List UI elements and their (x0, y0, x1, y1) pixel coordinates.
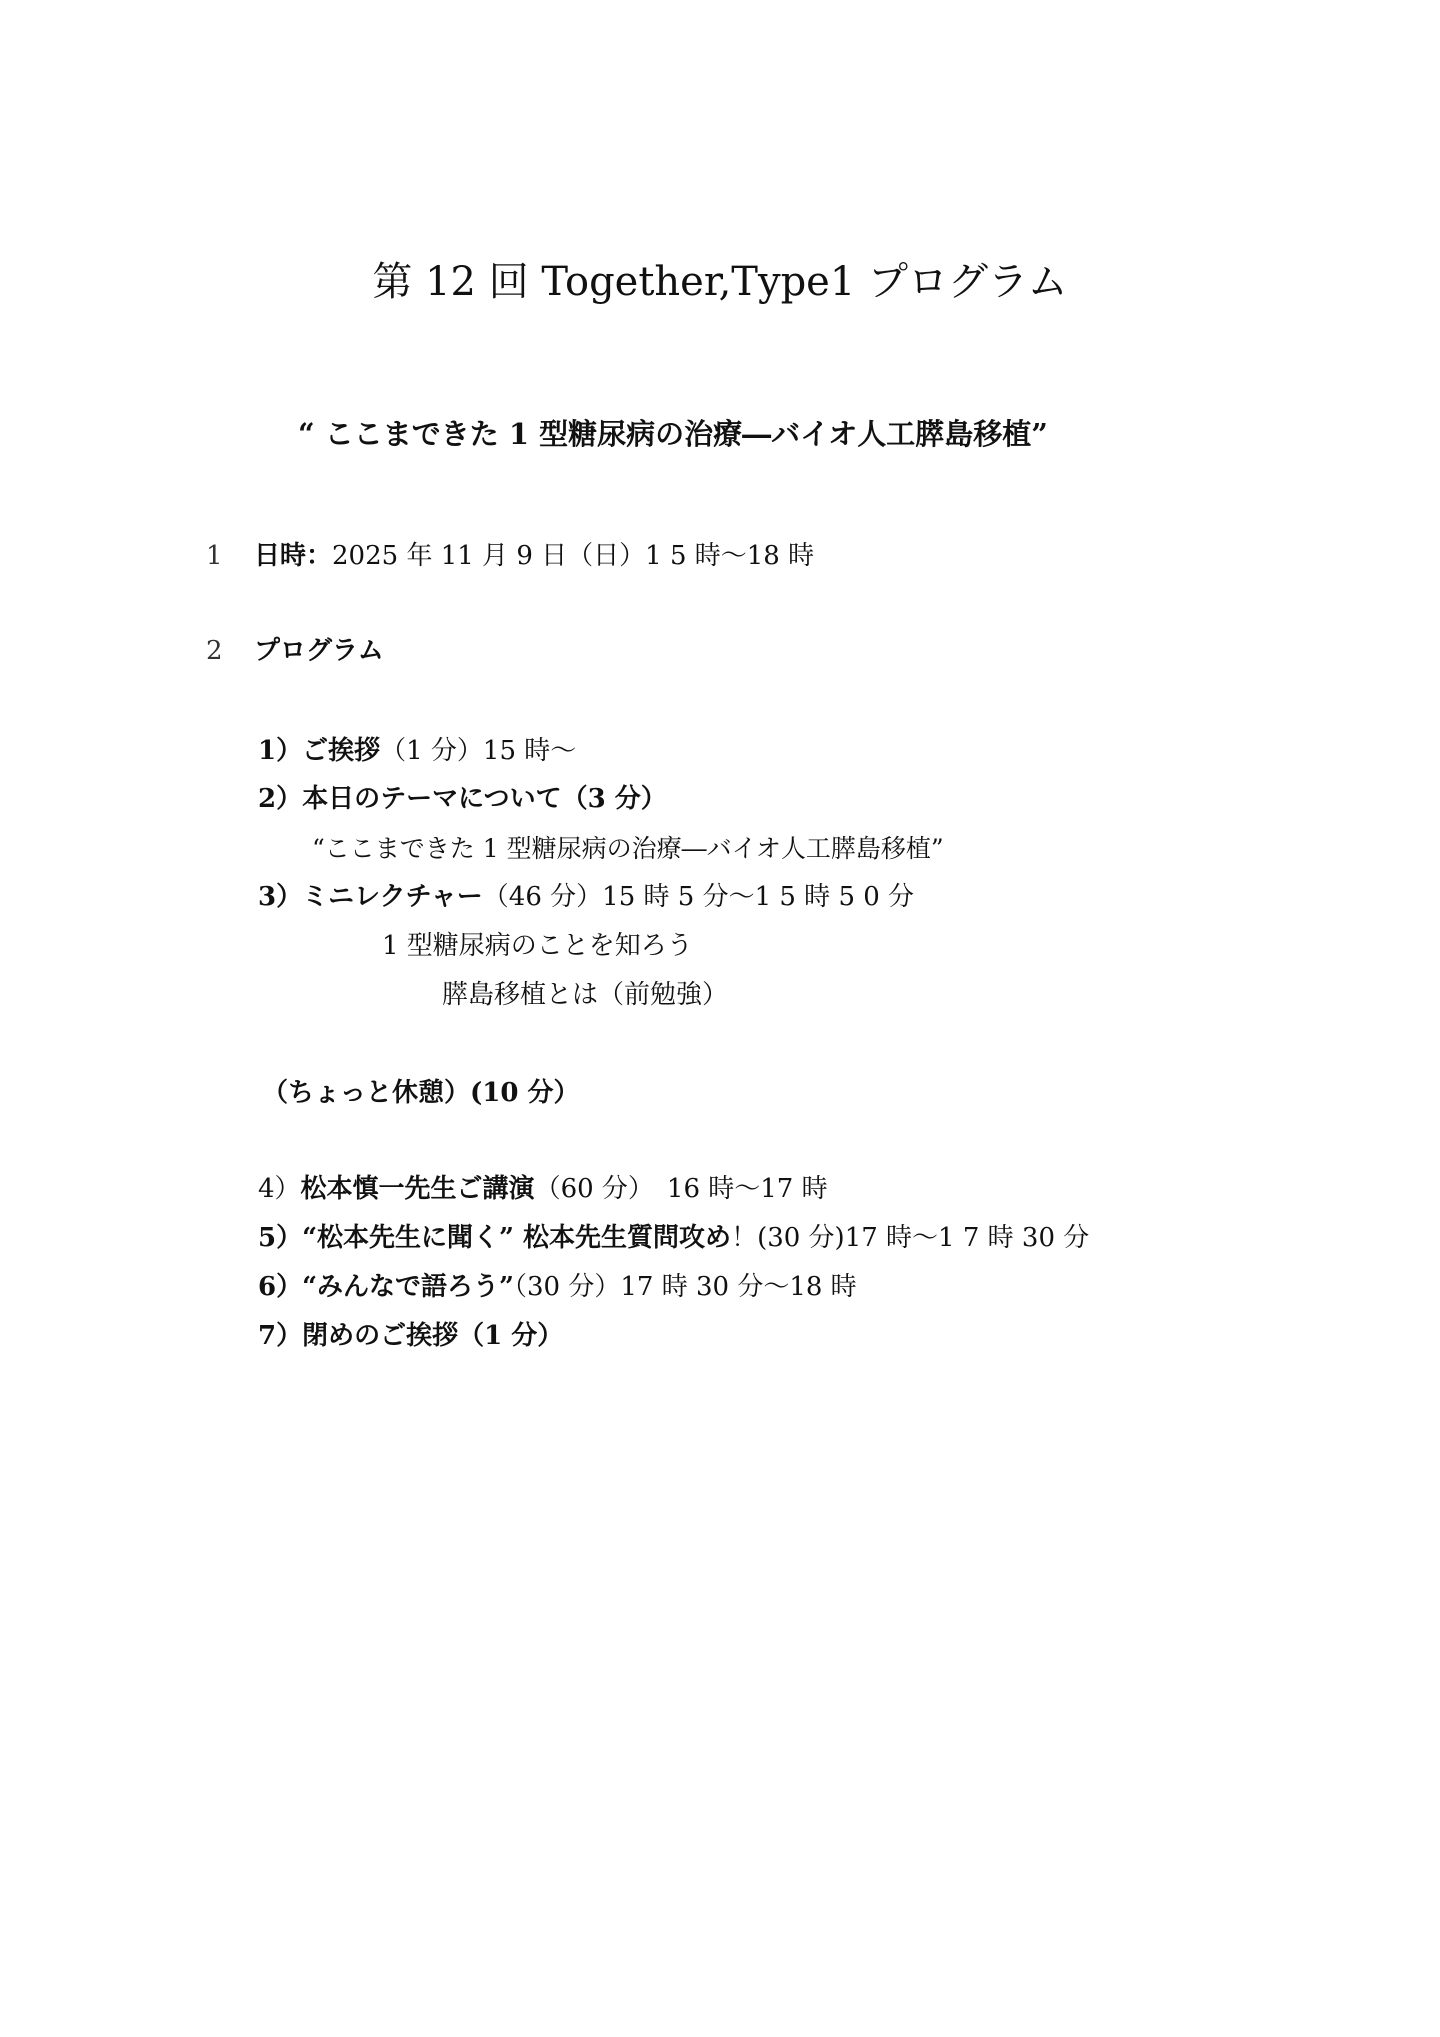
item-title: 閉めのご挨拶（1 分） (302, 1321, 564, 1351)
program-item-3-topic-1: 1 型糖尿病のことを知ろう (382, 931, 693, 961)
item-number: 3） (258, 882, 303, 912)
item-number: 5） (258, 1223, 303, 1253)
item-title: “松本先生に聞く” 松本先生質問攻め (302, 1223, 732, 1253)
item-detail: （46 分）15 時 5 分～1 5 時 5 0 分 (482, 882, 915, 912)
section-1-datetime (254, 543, 814, 569)
item-title: 松本慎一先生ご講演 (300, 1174, 535, 1204)
item-detail: （30 分）17 時 30 分～18 時 (514, 1272, 857, 1302)
program-item-4 (258, 1176, 828, 1202)
section-1-label: 日時： (254, 541, 333, 571)
item-title: ご挨拶 (302, 736, 381, 766)
program-item-7 (258, 1323, 563, 1349)
item-title: “みんなで語ろう” (302, 1272, 515, 1302)
program-item-2 (258, 786, 667, 812)
item-detail: ！(30 分)17 時～1 7 時 30 分 (731, 1223, 1090, 1253)
break-line: （ちょっと休憩）(10 分） (262, 1078, 580, 1108)
section-1-text: 2025 年 11 月 9 日（日）1 5 時～18 時 (332, 541, 815, 571)
item-number: 2） (258, 784, 303, 814)
item-title: 本日のテーマについて（3 分） (302, 784, 667, 814)
section-1-number: 1 (206, 541, 223, 571)
item-detail: （60 分） 16 時～17 時 (534, 1174, 828, 1204)
item-number: 1） (258, 736, 303, 766)
document-subtitle: “ ここまできた 1 型糖尿病の治療―バイオ人工膵島移植” (298, 417, 1048, 451)
item-number: 6） (258, 1272, 303, 1302)
section-2-label: プログラム (254, 636, 384, 666)
program-item-1 (258, 738, 576, 764)
program-item-2-theme: “ここまできた 1 型糖尿病の治療―バイオ人工膵島移植” (312, 834, 944, 863)
item-title: ミニレクチャー (302, 882, 483, 912)
section-2-number: 2 (206, 636, 223, 666)
program-item-6 (258, 1274, 857, 1300)
item-number: 4） (258, 1174, 301, 1204)
program-item-3 (258, 884, 914, 910)
item-detail: （1 分）15 時～ (380, 736, 577, 766)
program-item-5 (258, 1225, 1089, 1251)
program-item-3-topic-2: 膵島移植とは（前勉強） (442, 980, 729, 1010)
item-number: 7） (258, 1321, 303, 1351)
document-title: 第 12 回 Together,Type1 プログラム (372, 259, 1068, 305)
